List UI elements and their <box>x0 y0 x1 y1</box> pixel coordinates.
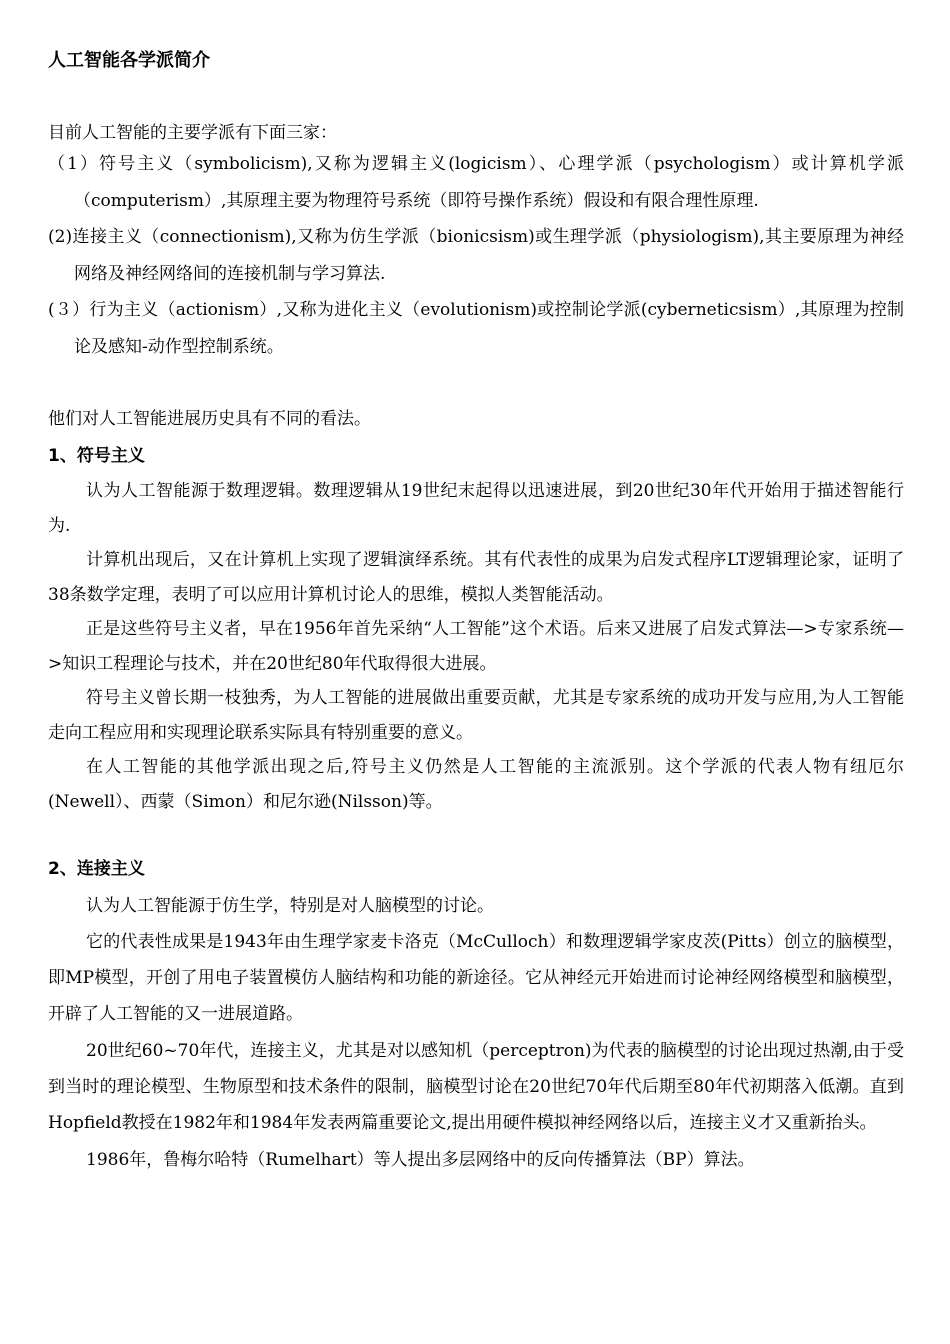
school-connectionism: (2)连接主义（connectionism),又称为仿生学派（bionicsism)或生理学派（physiologism),其主要原理为神经网络及神经网络间的连接机制与学习算法. <box>48 227 904 284</box>
spacer <box>48 819 904 851</box>
section2-paragraph: 认为人工智能源于仿生学，特别是对人脑模型的讨论。 <box>86 895 494 916</box>
spacer <box>48 365 904 401</box>
intro-text: 目前人工智能的主要学派有下面三家： <box>48 123 337 143</box>
section1-paragraph: 认为人工智能源于数理逻辑。数理逻辑从19世纪末起得以迅速进展，到20世纪30年代开始用于描述智能行为. <box>48 481 904 536</box>
document-title: 人工智能各学派简介 <box>48 50 210 71</box>
section2-paragraph: 20世纪60~70年代，连接主义，尤其是对以感知机（perceptron)为代表的脑模型的讨论出现过热潮,由于受到当时的理论模型、生物原型和技术条件的限制，脑模型讨论在20世纪70年代后期至80年代初期落入低潮。直到Hopfield教授在1982年和1984年发表两篇重要论文,提出用硬件模拟神经网络以后，连接主义才又重新抬头。 <box>48 1040 904 1134</box>
section-heading-connectionism: 2、连接主义 <box>48 859 145 879</box>
school-actionism: (３）行为主义（actionism）,又称为进化主义（evolutionism)或控制论学派(cyberneticsism）,其原理为控制论及感知-动作型控制系统。 <box>48 300 904 357</box>
school-symbolicism: （1）符号主义（symbolicism),又称为逻辑主义(logicism）、心理学派（psychologism）或计算机学派（computerism）,其原理主要为物理符号系统（即符号操作系统）假设和有限合理性原理. <box>48 154 904 211</box>
section1-paragraph: 在人工智能的其他学派出现之后,符号主义仍然是人工智能的主流派别。这个学派的代表人物有纽厄尔(Newell）、西蒙（Simon）和尼尔逊(Nilsson)等。 <box>48 757 904 812</box>
section1-paragraph: 计算机出现后，又在计算机上实现了逻辑演绎系统。其有代表性的成果为启发式程序LT逻辑理论家，证明了38条数学定理，表明了可以应用计算机讨论人的思维，模拟人类智能活动。 <box>48 550 904 605</box>
views-intro: 他们对人工智能进展历史具有不同的看法。 <box>48 409 371 429</box>
section-heading-symbolicism: 1、符号主义 <box>48 445 145 466</box>
section2-paragraph: 它的代表性成果是1943年由生理学家麦卡洛克（McCulloch）和数理逻辑学家皮茨(Pitts）创立的脑模型，即MP模型，开创了用电子装置模仿人脑结构和功能的新途径。它从神经元开始进而讨论神经网络模型和脑模型，开辟了人工智能的又一进展道路。 <box>48 931 904 1025</box>
section1-paragraph: 正是这些符号主义者，早在1956年首先采纳“人工智能”这个术语。后来又进展了启发式算法—>专家系统—>知识工程理论与技术，并在20世纪80年代取得很大进展。 <box>48 619 904 674</box>
section2-paragraph: 1986年，鲁梅尔哈特（Rumelhart）等人提出多层网络中的反向传播算法（BP）算法。 <box>86 1149 755 1170</box>
section1-paragraph: 符号主义曾长期一枝独秀，为人工智能的进展做出重要贡献，尤其是专家系统的成功开发与应用,为人工智能走向工程应用和实现理论联系实际具有特别重要的意义。 <box>48 688 904 743</box>
